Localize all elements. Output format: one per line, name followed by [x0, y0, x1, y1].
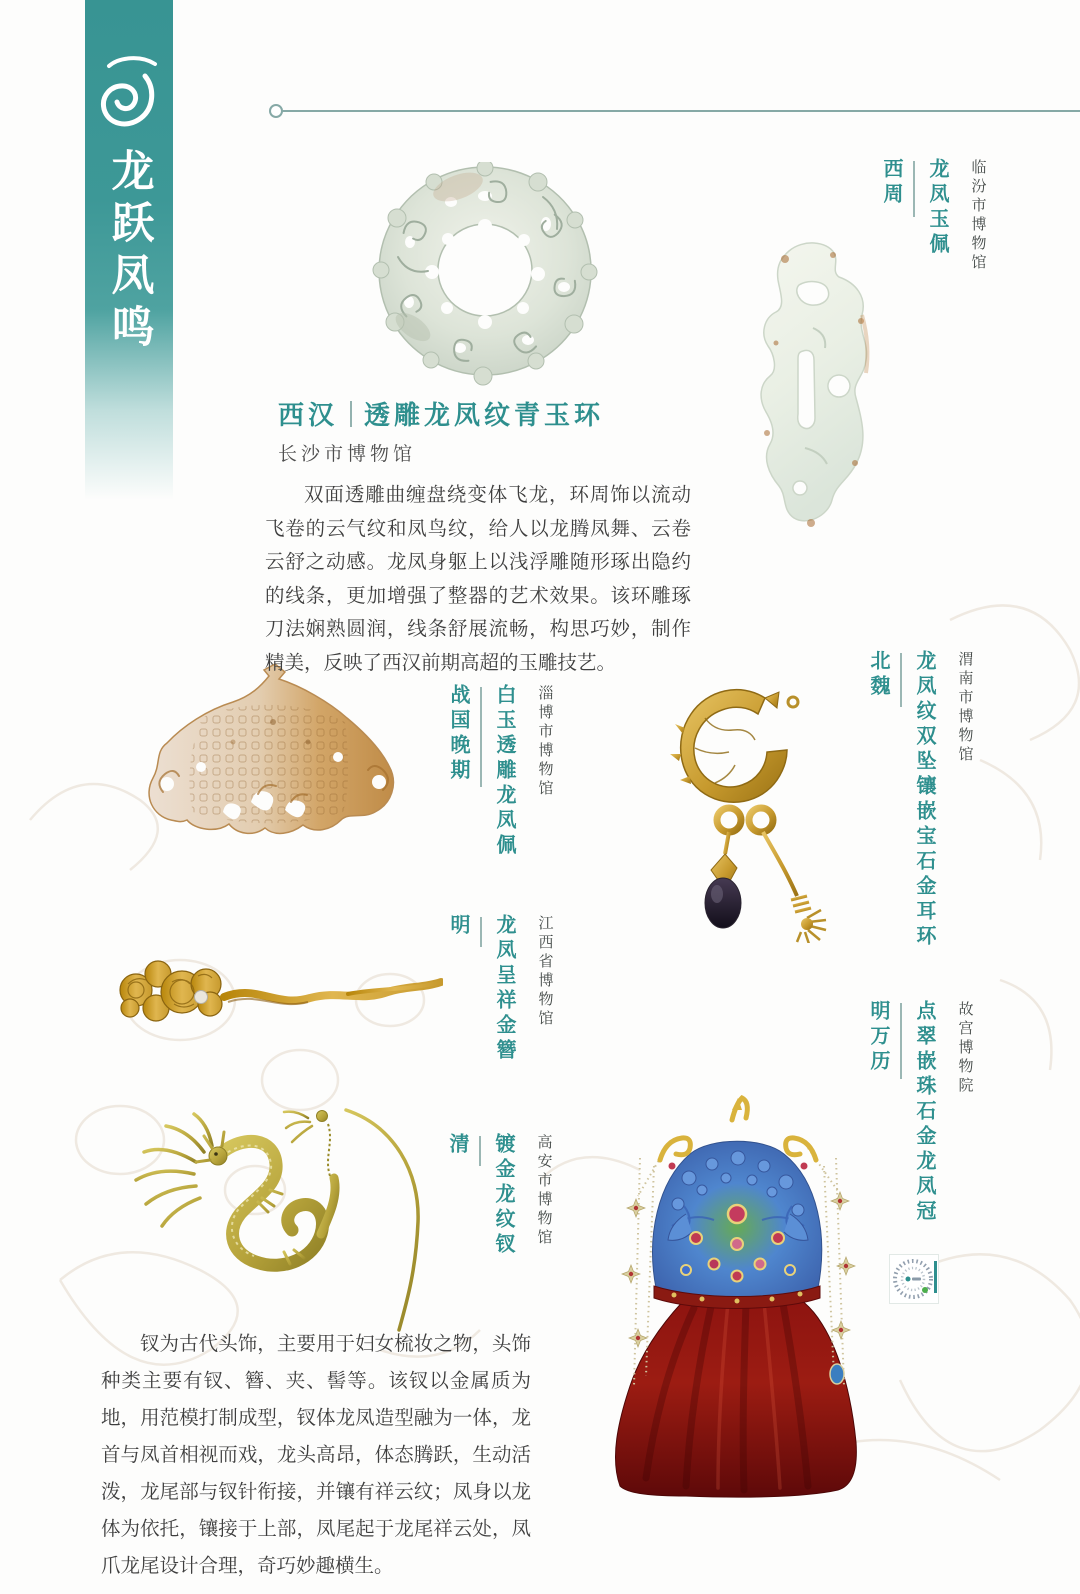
label-divider	[480, 917, 482, 947]
artifact-name: 镀金龙纹钗	[492, 1133, 514, 1258]
era-label: 明	[447, 914, 469, 939]
era-label: 明万历	[867, 1000, 889, 1075]
label-divider	[900, 653, 902, 707]
featured-caption	[278, 395, 604, 466]
jade-ring-image	[368, 162, 603, 387]
gold-earring-image	[645, 668, 845, 943]
era-label: 清	[446, 1133, 468, 1158]
museum-label: 渭南市博物馆	[956, 651, 973, 765]
museum-label: 高安市博物馆	[535, 1134, 552, 1248]
top-divider-rule	[281, 110, 1080, 112]
artifact-label-xizhou	[878, 158, 987, 273]
era-label: 西周	[880, 158, 902, 208]
artifact-label-zhanguo	[445, 684, 554, 859]
museum-label: 临汾市博物馆	[969, 159, 986, 273]
label-divider	[480, 687, 482, 787]
section-title: 龙跃凤鸣	[105, 148, 153, 356]
artifact-name: 龙凤纹双坠镶嵌宝石金耳环	[913, 650, 935, 950]
artifact-name: 白玉透雕龙凤佩	[493, 684, 515, 859]
label-divider	[913, 161, 915, 217]
artifact-label-wanli	[865, 1000, 974, 1225]
section-banner	[85, 0, 173, 500]
museum-label: 淄博市博物馆	[536, 685, 553, 799]
era-label: 战国晚期	[447, 684, 469, 784]
artifact-label-ming	[445, 914, 554, 1064]
museum-label: 江西省博物馆	[536, 915, 553, 1029]
gold-hairpin-image	[108, 942, 443, 1042]
hairpin-note: 钗为古代头饰，主要用于妇女梳妆之物，头饰种类主要有钗、簪、夹、髻等。该钗以金属质为地，用范模打制成型，钗体龙凤造型融为一体，龙首与凤首相视而戏，龙头高昂，体态腾跃，生动活泼，龙尾部与钗针衔接，并镶有祥云纹；凤身以龙体为依托，镶接于上部，凤尾起于龙尾祥云处，凤爪龙尾设计合理，奇巧妙趣横生。	[101, 1334, 531, 1577]
artifact-label-beiwei	[865, 650, 974, 950]
gilded-dragon-pin-image	[108, 1082, 448, 1332]
artifact-name: 龙凤呈祥金簪	[493, 914, 515, 1064]
label-divider	[900, 1003, 902, 1079]
artifact-name: 点翠嵌珠石金龙凤冠	[913, 1000, 935, 1225]
era-label: 西汉	[278, 401, 339, 430]
featured-description: 双面透雕曲缠盘绕变体飞龙，环周饰以流动飞卷的云气纹和凤鸟纹，给人以龙腾凤舞、云卷云舒之动感。龙凤身躯上以浅浮雕随形琢出隐约的线条，更加增强了整器的艺术效果。该环雕琢刀法娴熟圆润，线条舒展流畅，构思巧妙，制作精美，反映了西汉前期高超的玉雕技艺。	[265, 485, 691, 674]
jade-pendant-image	[743, 233, 885, 538]
artifact-name: 透雕龙凤纹青玉环	[364, 401, 605, 430]
artifact-name: 龙凤玉佩	[926, 158, 948, 258]
jade-huang-image	[133, 662, 413, 852]
era-label: 北魏	[867, 650, 889, 700]
museum-label: 长沙市博物馆	[278, 444, 417, 465]
phoenix-crown-image	[594, 1086, 882, 1506]
miniprogram-stamp	[889, 1254, 939, 1304]
caption-divider	[350, 401, 352, 427]
artifact-label-qing	[444, 1133, 553, 1258]
label-divider	[479, 1136, 481, 1166]
dragon-spiral-logo	[97, 52, 161, 136]
museum-label: 故宫博物院	[956, 1001, 973, 1096]
